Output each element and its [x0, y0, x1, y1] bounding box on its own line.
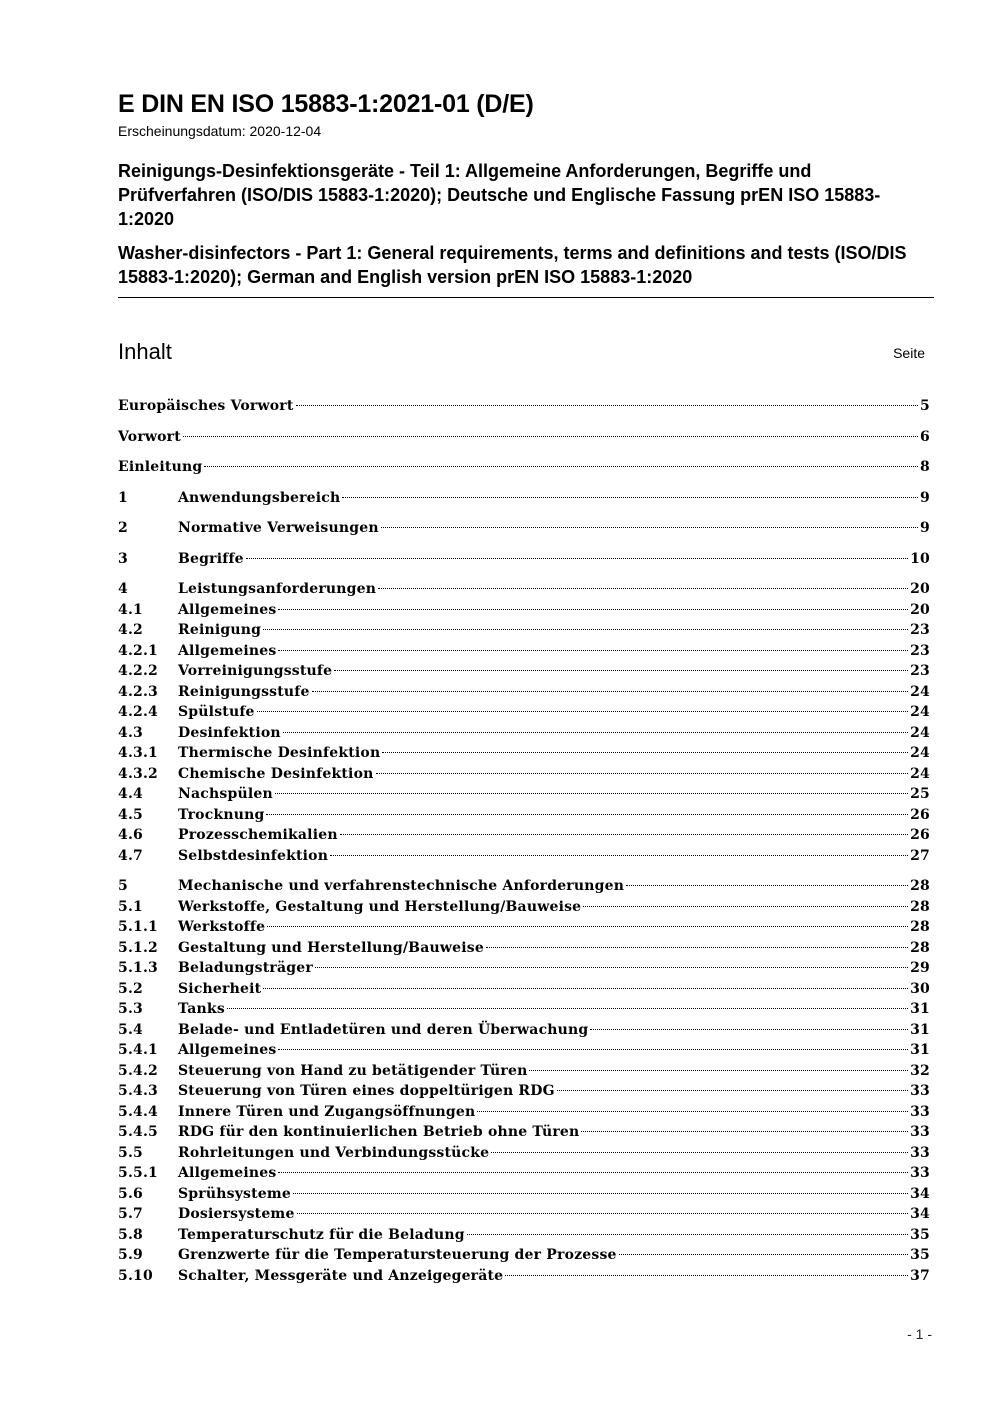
toc-page-label: Seite [893, 345, 925, 361]
toc-entry[interactable] [118, 1143, 930, 1164]
toc-dot-leader [293, 1193, 908, 1194]
toc-dot-leader [342, 497, 918, 498]
toc-entry[interactable] [118, 1204, 930, 1225]
toc-dot-leader [204, 466, 918, 467]
toc-dot-leader [486, 947, 908, 948]
toc-entry-title: Rohrleitungen und Verbindungsstücke [178, 1144, 490, 1161]
toc-entry-page: 24 [910, 745, 930, 761]
toc-entry[interactable] [118, 457, 930, 478]
toc-entry[interactable] [118, 396, 930, 417]
toc-dot-leader [263, 988, 908, 989]
toc-entry[interactable] [118, 620, 930, 641]
toc-entry-title: Allgemeines [178, 1042, 277, 1058]
title-block [118, 86, 934, 289]
toc-dot-leader [296, 405, 919, 406]
toc-entry-page: 27 [910, 847, 930, 864]
toc-dot-leader [266, 814, 908, 815]
toc-heading: Inhalt [118, 339, 172, 364]
toc-entry[interactable] [118, 1102, 930, 1123]
toc-entry-number: 4.5 [118, 806, 143, 823]
toc-dot-leader [275, 793, 908, 794]
toc-entry-page: 37 [910, 1267, 930, 1284]
toc-entry-number: 5.4.5 [118, 1124, 158, 1140]
toc-entry-number: 4.2 [118, 622, 143, 638]
toc-entry-number: 5.4.1 [118, 1042, 158, 1058]
toc-entry-title: Allgemeines [178, 601, 277, 618]
toc-entry-number: 4.3.2 [118, 765, 158, 782]
toc-dot-leader [581, 1131, 908, 1132]
toc-dot-leader [467, 1234, 908, 1235]
toc-dot-leader [263, 629, 908, 630]
toc-entry-number: 5.1.1 [118, 919, 158, 935]
toc-entry-page: 31 [910, 1021, 930, 1038]
toc-entry-page: 34 [910, 1185, 930, 1202]
toc-entry-page: 20 [910, 601, 930, 618]
toc-entry[interactable] [118, 1020, 930, 1041]
toc-entry[interactable] [118, 1040, 930, 1061]
toc-dot-leader [278, 609, 908, 610]
toc-dot-leader [619, 1254, 908, 1255]
toc-dot-leader [330, 855, 908, 856]
toc-entry-title: Beladungsträger [178, 960, 313, 976]
title-divider [118, 297, 934, 298]
toc-dot-leader [477, 1111, 908, 1112]
toc-entry-page: 24 [910, 683, 930, 700]
toc-entry-number: 5.3 [118, 1001, 143, 1017]
toc-entry[interactable] [118, 764, 930, 785]
toc-entry-page: 23 [910, 663, 930, 679]
toc-entry-page: 5 [920, 398, 930, 414]
toc-entry-number: 4.2.1 [118, 642, 158, 659]
toc-entry[interactable] [118, 999, 930, 1020]
toc-entry-title: Gestaltung und Herstellung/Bauweise [178, 939, 484, 956]
toc-dot-leader [278, 1172, 908, 1173]
toc-dot-leader [529, 1070, 908, 1071]
toc-entry-title: Thermische Desinfektion [178, 745, 381, 761]
toc-entry-title: Grenzwerte für die Temperatursteuerung der Prozesse [178, 1247, 617, 1263]
toc-dot-leader [227, 1008, 908, 1009]
toc-entry-page: 24 [910, 765, 930, 782]
toc-entry-title: Mechanische und verfahrenstechnische Anforderungen [178, 878, 625, 894]
toc-entry[interactable] [118, 958, 930, 979]
toc-entry-number: 4.6 [118, 827, 143, 843]
toc-entry-title: Selbstdesinfektion [178, 847, 329, 864]
toc-entry-title: Temperaturschutz für die Beladung [178, 1226, 465, 1243]
toc-dot-leader [557, 1090, 908, 1091]
toc-dot-leader [626, 885, 908, 886]
toc-entry-number: 5.6 [118, 1185, 143, 1202]
publication-date: Erscheinungsdatum: 2020-12-04 [118, 123, 322, 139]
toc-entry[interactable] [118, 805, 930, 826]
toc-entry[interactable] [118, 1184, 930, 1205]
toc-dot-leader [590, 1029, 908, 1030]
toc-entry-number: 5.2 [118, 980, 143, 997]
toc-entry[interactable] [118, 723, 930, 744]
toc-entry-page: 30 [910, 980, 930, 997]
toc-entry-title: Steuerung von Hand zu betätigender Türen [178, 1062, 528, 1079]
toc-entry[interactable] [118, 979, 930, 1000]
toc-entry[interactable] [118, 1081, 930, 1102]
toc-entry-number: 4.2.2 [118, 663, 158, 679]
toc-entry-page: 31 [910, 1001, 930, 1017]
toc-entry-number: 4.7 [118, 847, 143, 864]
toc-entry[interactable] [118, 1225, 930, 1246]
toc-entry-page: 23 [910, 642, 930, 659]
toc-entry[interactable] [118, 917, 930, 938]
toc-entry-number: 4.1 [118, 601, 143, 618]
toc-entry-title: Spülstufe [178, 704, 255, 720]
toc-entry-title: Reinigungsstufe [178, 683, 310, 700]
toc-dot-leader [278, 650, 908, 651]
toc-entry-number: 5.9 [118, 1247, 143, 1263]
toc-dot-leader [297, 1213, 909, 1214]
toc-dot-leader [312, 691, 908, 692]
toc-entry-number: 4.2.3 [118, 683, 158, 700]
toc-entry[interactable] [118, 1122, 930, 1143]
toc-entry-page: 26 [910, 806, 930, 823]
toc-entry-page: 25 [910, 786, 930, 802]
toc-dot-leader [505, 1275, 908, 1276]
toc-entry[interactable] [118, 661, 930, 682]
toc-entry-number: 5.7 [118, 1206, 143, 1222]
toc-entry-page: 33 [910, 1144, 930, 1161]
toc-entry-number: 5.10 [118, 1267, 153, 1284]
toc-entry-title: Begriffe [178, 550, 244, 567]
toc-entry-page: 33 [910, 1124, 930, 1140]
toc-entry-page: 35 [910, 1226, 930, 1243]
toc-entry-title: Anwendungsbereich [178, 489, 341, 506]
toc-entry[interactable] [118, 1266, 930, 1287]
toc-entry[interactable] [118, 846, 930, 867]
toc-entry-page: 9 [920, 489, 930, 506]
toc-entry-page: 6 [920, 428, 930, 445]
toc-entry[interactable] [118, 1245, 930, 1266]
toc-entry-number: 5 [118, 878, 128, 894]
toc-entry-number: 5.4.2 [118, 1062, 158, 1079]
toc-entry-page: 33 [910, 1103, 930, 1120]
toc-entry-number: 2 [118, 520, 128, 536]
toc-entry[interactable] [118, 938, 930, 959]
toc-entry-page: 33 [910, 1165, 930, 1181]
toc-entry-number: 4.4 [118, 786, 143, 802]
page-number: - 1 - [907, 1326, 932, 1342]
toc-entry[interactable] [118, 876, 930, 897]
toc-dot-leader [491, 1152, 908, 1153]
toc-entry-page: 33 [910, 1083, 930, 1099]
toc-entry[interactable] [118, 1163, 930, 1184]
toc-entry-number: 5.1.2 [118, 939, 158, 956]
toc-entry-title: Desinfektion [178, 724, 281, 741]
toc-entry-number: 5.1.3 [118, 960, 158, 976]
toc-entry[interactable] [118, 784, 930, 805]
toc-dot-leader [257, 711, 908, 712]
toc-dot-leader [378, 588, 908, 589]
toc-dot-leader [334, 670, 908, 671]
toc-entry-title: Leistungsanforderungen [178, 581, 377, 597]
toc-entry-title: Steuerung von Türen eines doppeltürigen RDG [178, 1083, 555, 1099]
toc-dot-leader [583, 906, 908, 907]
toc-dot-leader [246, 558, 908, 559]
toc-entry-page: 26 [910, 827, 930, 843]
toc-entry-title: Trocknung [178, 806, 265, 823]
toc-entry[interactable] [118, 641, 930, 662]
toc-entry-title: Belade- und Entladetüren und deren Überwachung [178, 1021, 589, 1038]
toc-entry-number: 5.5 [118, 1144, 143, 1161]
toc-dot-leader [376, 773, 909, 774]
toc-entry[interactable] [118, 600, 930, 621]
toc-entry[interactable] [118, 1061, 930, 1082]
toc-entry-page: 28 [910, 919, 930, 935]
toc-entry-title: Allgemeines [178, 1165, 277, 1181]
toc-dot-leader [267, 926, 908, 927]
toc-entry-title: Nachspülen [178, 786, 273, 802]
toc-entry-number: 3 [118, 550, 128, 567]
toc-entry-page: 8 [920, 459, 930, 475]
toc-dot-leader [278, 1049, 908, 1050]
toc-entry-number: 5.4 [118, 1021, 143, 1038]
toc-entry-page: 28 [910, 939, 930, 956]
toc-entry-page: 32 [910, 1062, 930, 1079]
toc-entry-page: 23 [910, 622, 930, 638]
toc-entry-title: Dosiersysteme [178, 1206, 295, 1222]
toc-entry-title: Tanks [178, 1001, 225, 1017]
toc-entry-page: 34 [910, 1206, 930, 1222]
toc-entry-page: 20 [910, 581, 930, 597]
toc-entry-title: Innere Türen und Zugangsöffnungen [178, 1103, 476, 1120]
toc-entry-number: 4 [118, 581, 128, 597]
toc-entry-title: Sprühsysteme [178, 1185, 292, 1202]
toc-dot-leader [283, 732, 908, 733]
toc-entry-page: 24 [910, 704, 930, 720]
toc-dot-leader [315, 967, 908, 968]
toc-entry-number: 5.1 [118, 898, 143, 915]
toc-entry-number: 1 [118, 489, 128, 506]
toc-entry-number: 5.4.3 [118, 1083, 158, 1099]
toc-entry-page: 31 [910, 1042, 930, 1058]
toc-entry-title: Einleitung [118, 459, 203, 475]
toc-entry[interactable] [118, 518, 930, 539]
toc-entry-number: 4.3.1 [118, 745, 158, 761]
toc-entry-title: Werkstoffe, Gestaltung und Herstellung/Bauweise [178, 898, 582, 915]
toc-entry[interactable] [118, 702, 930, 723]
toc-entry-page: 29 [910, 960, 930, 976]
toc-entry-title: Prozesschemikalien [178, 827, 338, 843]
table-of-contents [118, 396, 930, 1286]
toc-dot-leader [183, 436, 918, 437]
toc-entry-number: 5.5.1 [118, 1165, 158, 1181]
toc-dot-leader [340, 834, 908, 835]
toc-entry-page: 28 [910, 898, 930, 915]
toc-entry[interactable] [118, 825, 930, 846]
toc-entry[interactable] [118, 897, 930, 918]
toc-entry-number: 5.4.4 [118, 1103, 158, 1120]
toc-entry-title: Chemische Desinfektion [178, 765, 374, 782]
toc-entry-page: 35 [910, 1247, 930, 1263]
toc-entry-number: 5.8 [118, 1226, 143, 1243]
toc-entry[interactable] [118, 682, 930, 703]
toc-entry-title: Vorreinigungsstufe [178, 663, 333, 679]
toc-entry-title: RDG für den kontinuierlichen Betrieb ohne Türen [178, 1124, 580, 1140]
toc-entry[interactable] [118, 488, 930, 509]
toc-entry-title: Werkstoffe [178, 919, 266, 935]
toc-entry-title: Reinigung [178, 622, 262, 638]
toc-dot-leader [381, 527, 918, 528]
toc-entry-page: 9 [920, 520, 930, 536]
title-german: Reinigungs-Desinfektionsgeräte - Teil 1: Allgemeine Anforderungen, Begriffe und Prüfverfahren (ISO/DIS 15883-1:2020); Deutsche und Englische Fassung prEN ISO 15883-1:2020 [118, 161, 881, 229]
toc-entry[interactable] [118, 427, 930, 448]
toc-entry-title: Allgemeines [178, 642, 277, 659]
title-english: Washer-disinfectors - Part 1: General requirements, terms and definitions and tests (ISO/DIS 15883-1:2020); German and English version prEN ISO 15883-1:2020 [118, 243, 907, 287]
toc-entry-page: 28 [910, 878, 930, 894]
toc-entry-title: Sicherheit [178, 980, 262, 997]
toc-entry-title: Europäisches Vorwort [118, 398, 294, 414]
toc-entry[interactable] [118, 743, 930, 764]
toc-entry[interactable] [118, 579, 930, 600]
document-id: E DIN EN ISO 15883-1:2021-01 (D/E) [118, 90, 534, 118]
toc-dot-leader [382, 752, 908, 753]
toc-entry[interactable] [118, 549, 930, 570]
toc-entry-page: 10 [910, 550, 930, 567]
toc-entry-title: Normative Verweisungen [178, 520, 379, 536]
toc-entry-number: 4.3 [118, 724, 143, 741]
toc-entry-page: 24 [910, 724, 930, 741]
toc-entry-number: 4.2.4 [118, 704, 158, 720]
toc-entry-title: Vorwort [118, 428, 181, 445]
toc-entry-title: Schalter, Messgeräte und Anzeigegeräte [178, 1267, 504, 1284]
